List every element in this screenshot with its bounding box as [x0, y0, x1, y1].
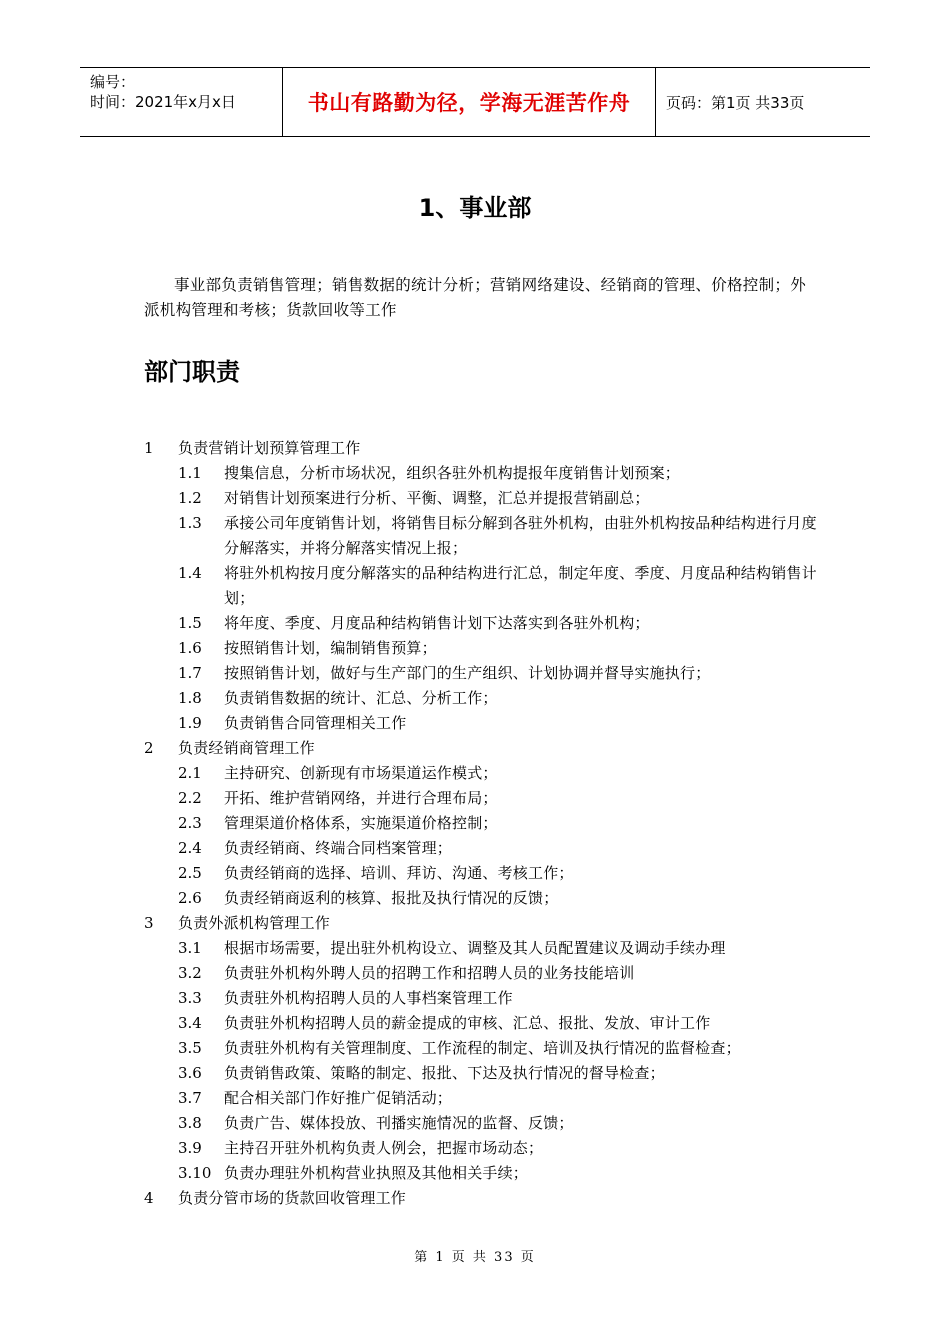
- item-number: 3.2: [178, 964, 202, 982]
- header-page-label: 页码：第1页 共33页: [666, 93, 805, 112]
- item-text: 负责驻外机构招聘人员的人事档案管理工作: [224, 989, 513, 1007]
- duty-section: [144, 436, 824, 461]
- duty-list: [144, 436, 824, 1211]
- item-text: 负责分管市场的货款回收管理工作: [178, 1189, 407, 1207]
- item-number: 2.3: [178, 814, 202, 832]
- duty-item: [144, 1011, 824, 1036]
- item-number: 3.8: [178, 1114, 202, 1132]
- duty-item: [144, 961, 824, 986]
- item-number: 1: [144, 439, 154, 457]
- page-footer: 第 1 页 共 33 页: [414, 1250, 536, 1265]
- item-text: 配合相关部门作好推广促销活动；: [224, 1089, 453, 1107]
- item-number: 1.6: [178, 639, 202, 657]
- duty-item: [144, 1136, 824, 1161]
- duty-item: [144, 886, 824, 911]
- duty-section: [144, 736, 824, 761]
- item-text: 负责经销商返利的核算、报批及执行情况的反馈；: [224, 889, 559, 907]
- item-text: 负责外派机构管理工作: [178, 914, 331, 932]
- item-text: 主持召开驻外机构负责人例会，把握市场动态；: [224, 1139, 544, 1157]
- duty-item: [144, 936, 824, 961]
- header-meta: [80, 68, 282, 136]
- date-label: 时间：2021年x月x日: [90, 93, 236, 111]
- duty-item: [144, 1111, 824, 1136]
- item-number: 3: [144, 914, 154, 932]
- item-text: 按照销售计划，做好与生产部门的生产组织、计划协调并督导实施执行；: [224, 664, 711, 682]
- item-number: 3.9: [178, 1139, 202, 1157]
- item-number: 3.1: [178, 939, 202, 957]
- duty-section: [144, 911, 824, 936]
- duty-item: [144, 686, 824, 711]
- duty-item: [144, 1036, 824, 1061]
- duty-item: [144, 1086, 824, 1111]
- item-text: 开拓、维护营销网络，并进行合理布局；: [224, 789, 498, 807]
- number-label: 编号：: [90, 73, 136, 91]
- duty-item: [144, 761, 824, 786]
- item-number: 3.6: [178, 1064, 202, 1082]
- item-text: 负责营销计划预算管理工作: [178, 439, 361, 457]
- duty-item: [144, 561, 824, 611]
- header-motto: 书山有路勤为径，学海无涯苦作舟: [282, 68, 656, 136]
- item-text: 负责经销商管理工作: [178, 739, 315, 757]
- item-text: 负责销售政策、策略的制定、报批、下达及执行情况的督导检查；: [224, 1064, 665, 1082]
- item-text: 将年度、季度、月度品种结构销售计划下达落实到各驻外机构；: [224, 614, 650, 632]
- item-text: 负责经销商、终端合同档案管理；: [224, 839, 453, 857]
- duty-item: [144, 986, 824, 1011]
- item-number: 1.2: [178, 489, 202, 507]
- item-text: 负责驻外机构招聘人员的薪金提成的审核、汇总、报批、发放、审计工作: [224, 1014, 711, 1032]
- item-number: 3.7: [178, 1089, 202, 1107]
- item-text: 根据市场需要，提出驻外机构设立、调整及其人员配置建议及调动手续办理: [224, 939, 726, 957]
- duty-item: [144, 711, 824, 736]
- duty-item: [144, 836, 824, 861]
- item-text: 负责广告、媒体投放、刊播实施情况的监督、反馈；: [224, 1114, 574, 1132]
- item-number: 1.7: [178, 664, 202, 682]
- item-number: 2.4: [178, 839, 202, 857]
- item-number: 1.4: [178, 564, 202, 582]
- item-text: 搜集信息，分析市场状况，组织各驻外机构提报年度销售计划预案；: [224, 464, 681, 482]
- duty-item: [144, 1061, 824, 1086]
- item-number: 1.5: [178, 614, 202, 632]
- duty-item: [144, 461, 824, 486]
- item-number: 1.3: [178, 514, 202, 532]
- item-text: 承接公司年度销售计划，将销售目标分解到各驻外机构，由驻外机构按品种结构进行月度分解落实，并将分解落实情况上报；: [224, 514, 817, 557]
- item-number: 1.1: [178, 464, 202, 482]
- intro-paragraph: 事业部负责销售管理；销售数据的统计分析；营销网络建设、经销商的管理、价格控制；外派机构管理和考核；货款回收等工作: [144, 276, 807, 319]
- duty-item: [144, 861, 824, 886]
- item-number: 2.2: [178, 789, 202, 807]
- item-text: 对销售计划预案进行分析、平衡、调整，汇总并提报营销副总；: [224, 489, 650, 507]
- item-number: 3.3: [178, 989, 202, 1007]
- item-text: 负责销售合同管理相关工作: [224, 714, 407, 732]
- item-number: 2.1: [178, 764, 202, 782]
- duty-item: [144, 511, 824, 561]
- document-title: 1、事业部: [418, 194, 532, 222]
- duty-item: [144, 786, 824, 811]
- duty-item: [144, 811, 824, 836]
- item-text: 负责经销商的选择、培训、拜访、沟通、考核工作；: [224, 864, 574, 882]
- item-number: 2: [144, 739, 154, 757]
- duty-item: [144, 636, 824, 661]
- duty-item: [144, 611, 824, 636]
- item-text: 管理渠道价格体系，实施渠道价格控制；: [224, 814, 498, 832]
- duty-item: [144, 1161, 824, 1186]
- item-number: 4: [144, 1189, 154, 1207]
- duty-section: [144, 1186, 824, 1211]
- item-text: 负责办理驻外机构营业执照及其他相关手续；: [224, 1164, 529, 1182]
- item-text: 负责销售数据的统计、汇总、分析工作；: [224, 689, 498, 707]
- item-text: 按照销售计划，编制销售预算；: [224, 639, 437, 657]
- item-number: 3.4: [178, 1014, 202, 1032]
- section-heading: 部门职责: [144, 358, 240, 386]
- item-number: 3.5: [178, 1039, 202, 1057]
- item-number: 2.5: [178, 864, 202, 882]
- duty-item: [144, 486, 824, 511]
- item-text: 负责驻外机构有关管理制度、工作流程的制定、培训及执行情况的监督检查；: [224, 1039, 741, 1057]
- duty-item: [144, 661, 824, 686]
- item-number: 1.9: [178, 714, 202, 732]
- item-text: 主持研究、创新现有市场渠道运作模式；: [224, 764, 498, 782]
- item-text: 将驻外机构按月度分解落实的品种结构进行汇总，制定年度、季度、月度品种结构销售计划；: [224, 564, 817, 607]
- item-number: 3.10: [178, 1164, 212, 1182]
- item-text: 负责驻外机构外聘人员的招聘工作和招聘人员的业务技能培训: [224, 964, 635, 982]
- page-header: [80, 67, 870, 137]
- item-number: 1.8: [178, 689, 202, 707]
- item-number: 2.6: [178, 889, 202, 907]
